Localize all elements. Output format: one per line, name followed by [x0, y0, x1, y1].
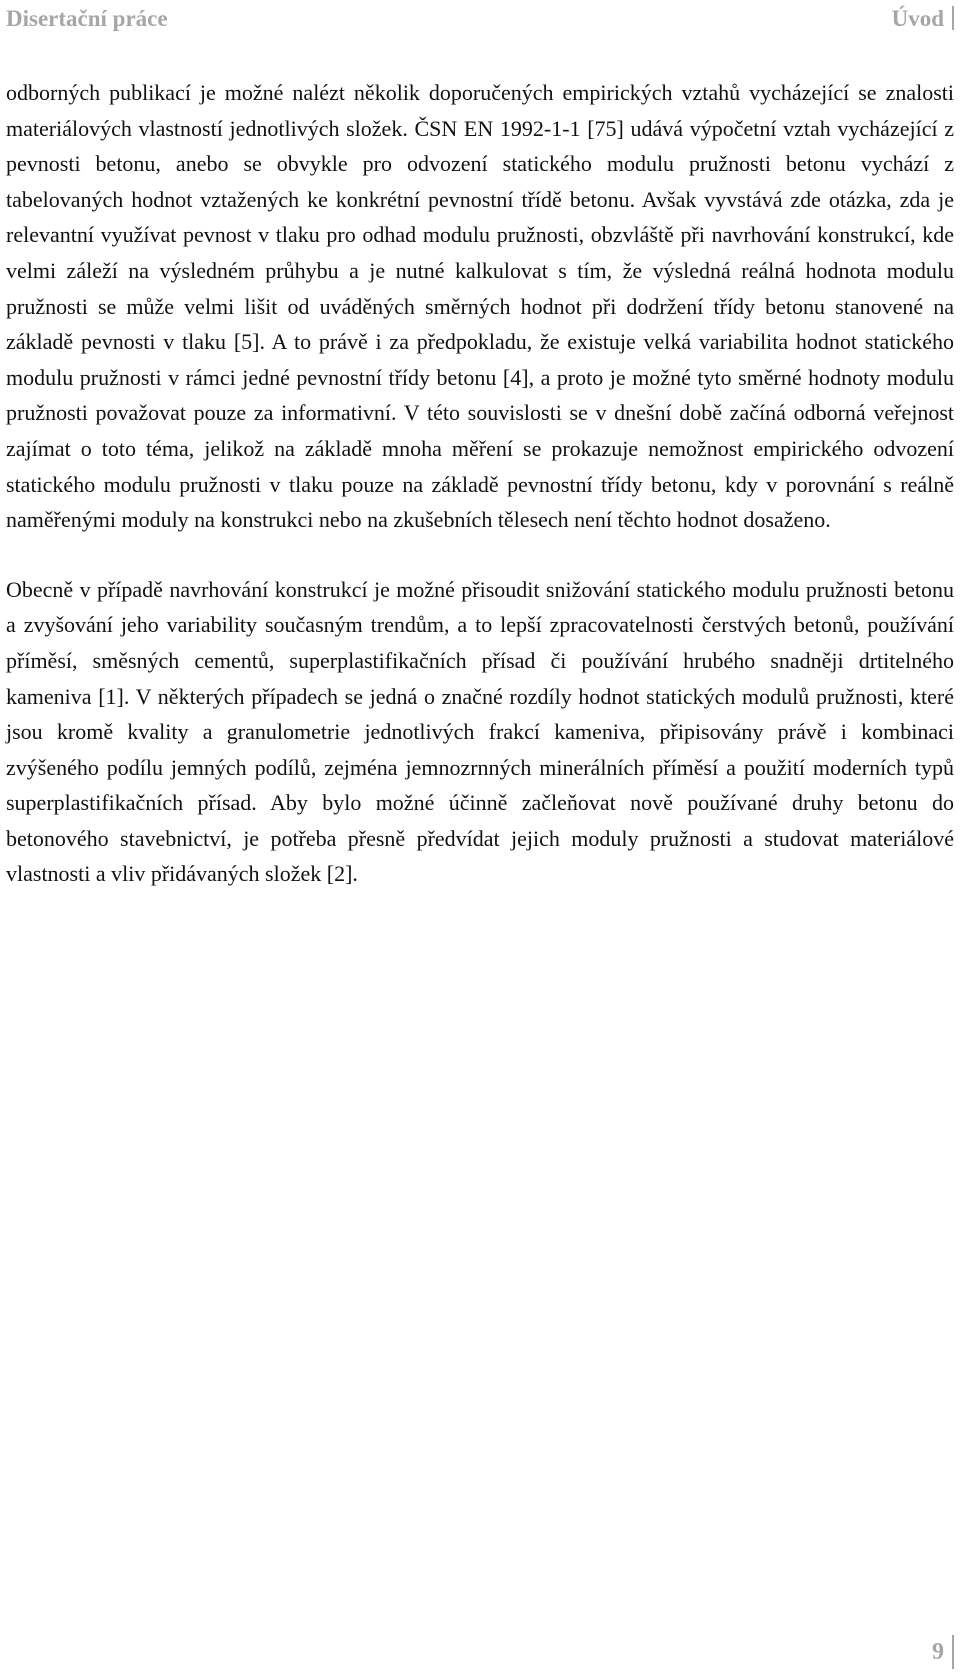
- page-number: 9: [932, 1638, 944, 1665]
- chapter-title: Úvod: [891, 6, 944, 31]
- page-footer: [932, 1632, 954, 1672]
- page-header: [6, 2, 954, 36]
- paragraph: odborných publikací je možné nalézt několik doporučených empirických vztahů vycházející se znalosti materiálových vlastností jednotlivých složek. ČSN EN 1992-1-1 [75] udává výpočetní vztah vycházející z pevnosti betonu, anebo se obvykle pro odvození statického modulu pružnosti betonu vychází z tabelovaných hodnot vztažených ke konkrétní pevnostní třídě betonu. Avšak vyvstává zde otázka, zda je relevantní využívat pevnost v tlaku pro odhad modulu pružnosti, obzvláště při navrhování konstrukcí, kde velmi záleží na výsledném průhybu a je nutné kalkulovat s tím, že výsledná reálná hodnota modulu pružnosti se může velmi lišit od uváděných směrných hodnot při dodržení třídy betonu stanovené na základě pevnosti v tlaku [5]. A to právě i za předpokladu, že existuje velká variabilita hodnot statického modulu pružnosti v rámci jedné pevnostní třídy betonu [4], a proto je možné tyto směrné hodnoty modulu pružnosti považovat pouze za informativní. V této souvislosti se v dnešní době začíná odborná veřejnost zajímat o toto téma, jelikož na základě mnoha měření se prokazuje nemožnost empirického odvození statického modulu pružnosti v tlaku pouze na základě pevnostní třídy betonu, kdy v porovnání s reálně naměřenými moduly na konstrukci nebo na zkušebních tělesech není těchto hodnot dosaženo.: [6, 80, 954, 533]
- document-title: Disertační práce: [6, 6, 168, 31]
- paragraph: Obecně v případě navrhování konstrukcí je možné přisoudit snižování statického modulu pružnosti betonu a zvyšování jeho variability současným trendům, a to lepší zpracovatelnosti čerstvých betonů, používání příměsí, směsných cementů, superplastifikačních přísad či používání hrubého snadněji drtitelného kameniva [1]. V některých případech se jedná o značné rozdíly hodnot statických modulů pružnosti, které jsou kromě kvality a granulometrie jednotlivých frakcí kameniva, připisovány právě i kombinaci zvýšeného podílu jemných podílů, zejména jemnozrnných minerálních příměsí a použití moderních typů superplastifikačních přísad. Aby bylo možné účinně začleňovat nově používané druhy betonu do betonového stavebnictví, je potřeba přesně předvídat jejich moduly pružnosti a studovat materiálové vlastnosti a vliv přidávaných složek [2].: [6, 576, 954, 887]
- chapter-title-group: [892, 6, 954, 32]
- header-divider: [952, 6, 954, 30]
- document-body: [6, 75, 954, 892]
- footer-divider: [952, 1635, 954, 1669]
